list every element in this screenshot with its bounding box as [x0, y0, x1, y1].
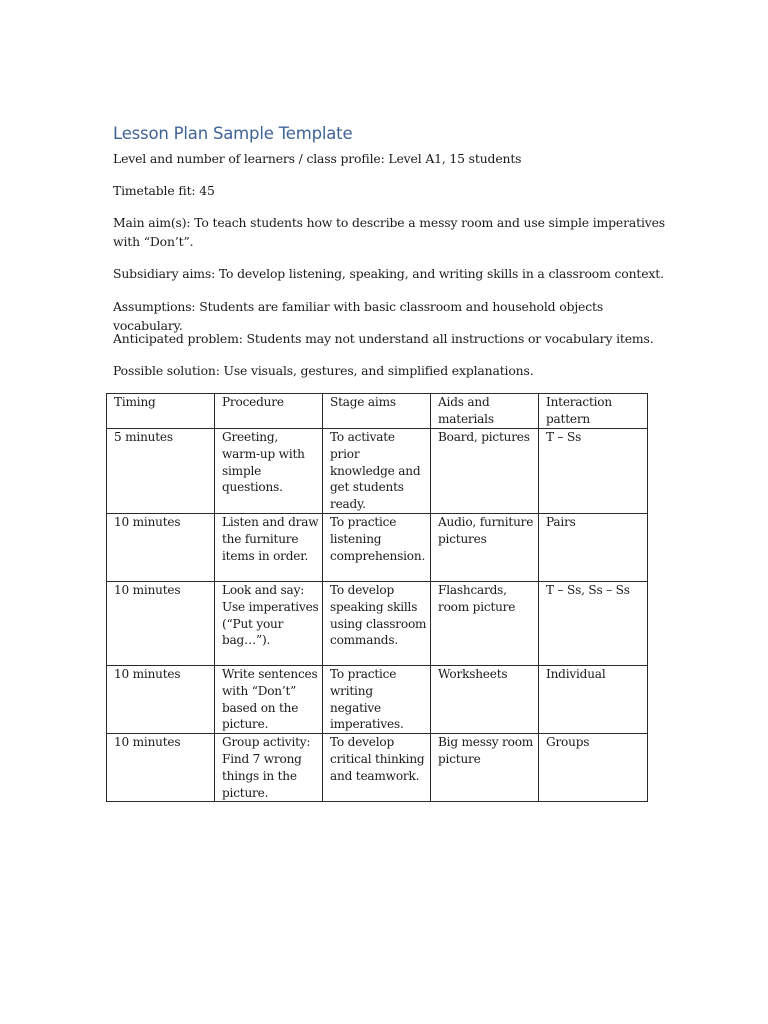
header-cell-timing: Timing — [107, 394, 215, 429]
cell-stage-aims: To develop speaking skills using classroom commands. — [323, 581, 431, 665]
possible-solution-text: Possible solution: Use visuals, gestures, and simplified explanations. — [113, 363, 534, 378]
cell-timing: 10 minutes — [107, 734, 215, 802]
cell-aids-materials: Board, pictures — [431, 429, 539, 514]
cell-procedure: Look and say: Use imperatives (“Put your bag…”). — [215, 581, 323, 665]
cell-interaction-pattern: Individual — [539, 665, 648, 733]
cell-procedure: Write sentences with “Don’t” based on the picture. — [215, 665, 323, 733]
cell-aids-materials: Flashcards, room picture — [431, 581, 539, 665]
timetable-fit-text: Timetable fit: 45 — [113, 183, 215, 198]
header-cell-interaction-pattern: Interaction pattern — [539, 394, 648, 429]
cell-aids-materials: Audio, furniture pictures — [431, 513, 539, 581]
anticipated-problem-text: Anticipated problem: Students may not understand all instructions or vocabulary items. — [113, 331, 654, 346]
table-row — [107, 513, 648, 581]
table-row — [107, 429, 648, 514]
cell-procedure: Group activity: Find 7 wrong things in the picture. — [215, 734, 323, 802]
header-cell-procedure: Procedure — [215, 394, 323, 429]
table-row — [107, 581, 648, 665]
cell-timing: 5 minutes — [107, 429, 215, 514]
cell-timing: 10 minutes — [107, 581, 215, 665]
cell-interaction-pattern: T – Ss — [539, 429, 648, 514]
table-header-row — [107, 394, 648, 429]
cell-timing: 10 minutes — [107, 665, 215, 733]
subsidiary-aims-text: Subsidiary aims: To develop listening, speaking, and writing skills in a classroom context. — [113, 266, 664, 281]
cell-stage-aims: To practice writing negative imperatives. — [323, 665, 431, 733]
table-row — [107, 734, 648, 802]
table-row — [107, 665, 648, 733]
cell-stage-aims: To practice listening comprehension. — [323, 513, 431, 581]
cell-procedure: Listen and draw the furniture items in order. — [215, 513, 323, 581]
main-aim-text: Main aim(s): To teach students how to describe a messy room and use simple imperatives with “Don’t”. — [113, 215, 666, 249]
document-title: Lesson Plan Sample Template — [113, 124, 353, 143]
cell-interaction-pattern: Groups — [539, 734, 648, 802]
class-profile-text: Level and number of learners / class profile: Level A1, 15 students — [113, 151, 522, 166]
cell-interaction-pattern: Pairs — [539, 513, 648, 581]
cell-timing: 10 minutes — [107, 513, 215, 581]
cell-aids-materials: Big messy room picture — [431, 734, 539, 802]
cell-interaction-pattern: T – Ss, Ss – Ss — [539, 581, 648, 665]
lesson-plan-table — [106, 393, 648, 802]
header-cell-aids-materials: Aids and materials — [431, 394, 539, 429]
cell-stage-aims: To activate prior knowledge and get students ready. — [323, 429, 431, 514]
cell-stage-aims: To develop critical thinking and teamwork. — [323, 734, 431, 802]
cell-procedure: Greeting, warm-up with simple questions. — [215, 429, 323, 514]
assumptions-text: Assumptions: Students are familiar with basic classroom and household objects vocabulary. — [113, 299, 604, 333]
header-cell-stage-aims: Stage aims — [323, 394, 431, 429]
cell-aids-materials: Worksheets — [431, 665, 539, 733]
